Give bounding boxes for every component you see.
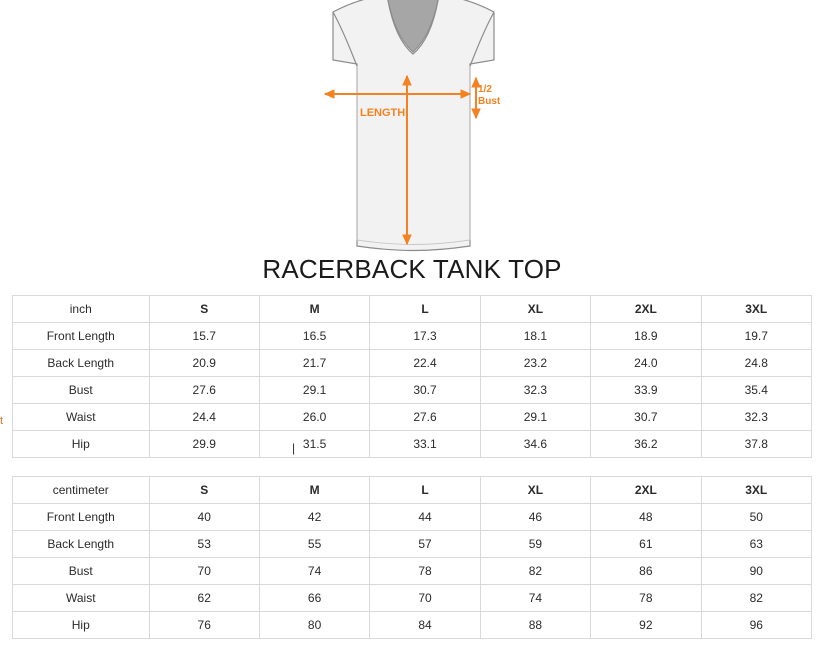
table-cell: 30.7 — [370, 377, 480, 404]
size-header-l: L — [370, 477, 480, 504]
table-cell: 33.1 — [370, 431, 480, 458]
table-cell: 46 — [480, 504, 590, 531]
row-label: Back Length — [13, 531, 150, 558]
bust-label-line1: 1/2 — [478, 84, 492, 95]
table-cell: 44 — [370, 504, 480, 531]
table-cell: 34.6 — [480, 431, 590, 458]
table-cell: 37.8 — [701, 431, 811, 458]
left-edge-artifact: t — [0, 415, 4, 427]
row-label: Back Length — [13, 350, 150, 377]
table-row — [13, 504, 812, 531]
table-cell: 42 — [259, 504, 369, 531]
length-label: LENGTH — [360, 107, 406, 119]
size-table-inch — [12, 295, 812, 458]
table-cell: 40 — [149, 504, 259, 531]
table-cell: 48 — [591, 504, 701, 531]
table-cell: 27.6 — [149, 377, 259, 404]
table-header-row — [13, 477, 812, 504]
table-cell: 18.1 — [480, 323, 590, 350]
table-cell: 78 — [591, 585, 701, 612]
row-label: Front Length — [13, 504, 150, 531]
table-cell: 36.2 — [591, 431, 701, 458]
size-header-s: S — [149, 296, 259, 323]
table-cell: 35.4 — [701, 377, 811, 404]
table-cell: 22.4 — [370, 350, 480, 377]
table-cell: 76 — [149, 612, 259, 639]
garment-illustration — [0, 0, 824, 252]
tank-top-diagram — [0, 0, 824, 252]
table-cell: 23.2 — [480, 350, 590, 377]
table-cell: 53 — [149, 531, 259, 558]
cell-artifact: | — [292, 441, 296, 455]
table-cell: 31.5 — [259, 431, 369, 458]
table-cell: 21.7 — [259, 350, 369, 377]
table-cell: 30.7 — [591, 404, 701, 431]
table-cell: 82 — [701, 585, 811, 612]
table-cell: 59 — [480, 531, 590, 558]
table-cell: 63 — [701, 531, 811, 558]
table-cell: 96 — [701, 612, 811, 639]
table-cell: 74 — [480, 585, 590, 612]
table-cell: 84 — [370, 612, 480, 639]
table-cell: 74 — [259, 558, 369, 585]
table-cell: 88 — [480, 612, 590, 639]
row-label: Bust — [13, 558, 150, 585]
table-cell: 26.0 — [259, 404, 369, 431]
row-label: Waist — [13, 585, 150, 612]
table-cell: 15.7 — [149, 323, 259, 350]
row-label: Bust — [13, 377, 150, 404]
table-cell: 80 — [259, 612, 369, 639]
table-row — [13, 531, 812, 558]
table-cell: 24.0 — [591, 350, 701, 377]
table-row — [13, 585, 812, 612]
size-header-l: L — [370, 296, 480, 323]
table-cell: 78 — [370, 558, 480, 585]
size-header-3xl: 3XL — [701, 477, 811, 504]
page-title: RACERBACK TANK TOP — [262, 254, 562, 284]
table-cell: 32.3 — [480, 377, 590, 404]
table-cell: 57 — [370, 531, 480, 558]
unit-label: inch — [13, 296, 150, 323]
table-row — [13, 404, 812, 431]
table-header-row — [13, 296, 812, 323]
table-cell: 70 — [149, 558, 259, 585]
table-cell: 92 — [591, 612, 701, 639]
size-header-m: M — [259, 296, 369, 323]
size-header-s: S — [149, 477, 259, 504]
table-row — [13, 377, 812, 404]
table-row — [13, 558, 812, 585]
table-cell: 17.3 — [370, 323, 480, 350]
table-cell: 29.1 — [259, 377, 369, 404]
table-cell: 82 — [480, 558, 590, 585]
row-label: Hip — [13, 431, 150, 458]
row-label: Waist — [13, 404, 150, 431]
size-header-3xl: 3XL — [701, 296, 811, 323]
table-cell: 20.9 — [149, 350, 259, 377]
table-row — [13, 612, 812, 639]
bust-label-line2: Bust — [478, 96, 501, 107]
table-cell: 19.7 — [701, 323, 811, 350]
size-table-centimeter — [12, 476, 812, 639]
table-cell: 29.9 — [149, 431, 259, 458]
table-cell: 90 — [701, 558, 811, 585]
table-row — [13, 431, 812, 458]
table-cell: 29.1 — [480, 404, 590, 431]
table-cell: 50 — [701, 504, 811, 531]
size-charts — [0, 295, 824, 639]
size-header-xl: XL — [480, 477, 590, 504]
row-label: Front Length — [13, 323, 150, 350]
unit-label: centimeter — [13, 477, 150, 504]
size-header-2xl: 2XL — [591, 477, 701, 504]
table-cell: 18.9 — [591, 323, 701, 350]
size-header-m: M — [259, 477, 369, 504]
table-cell: 86 — [591, 558, 701, 585]
size-header-xl: XL — [480, 296, 590, 323]
table-cell: 55 — [259, 531, 369, 558]
table-cell: 66 — [259, 585, 369, 612]
table-cell: 62 — [149, 585, 259, 612]
table-cell: 24.4 — [149, 404, 259, 431]
table-cell: 33.9 — [591, 377, 701, 404]
table-cell: 61 — [591, 531, 701, 558]
table-cell: 32.3 — [701, 404, 811, 431]
table-cell: 70 — [370, 585, 480, 612]
table-cell: 27.6 — [370, 404, 480, 431]
row-label: Hip — [13, 612, 150, 639]
table-row — [13, 350, 812, 377]
table-cell: 16.5 — [259, 323, 369, 350]
table-cell: 24.8 — [701, 350, 811, 377]
tank-top-shape — [333, 0, 494, 251]
table-row — [13, 323, 812, 350]
size-header-2xl: 2XL — [591, 296, 701, 323]
